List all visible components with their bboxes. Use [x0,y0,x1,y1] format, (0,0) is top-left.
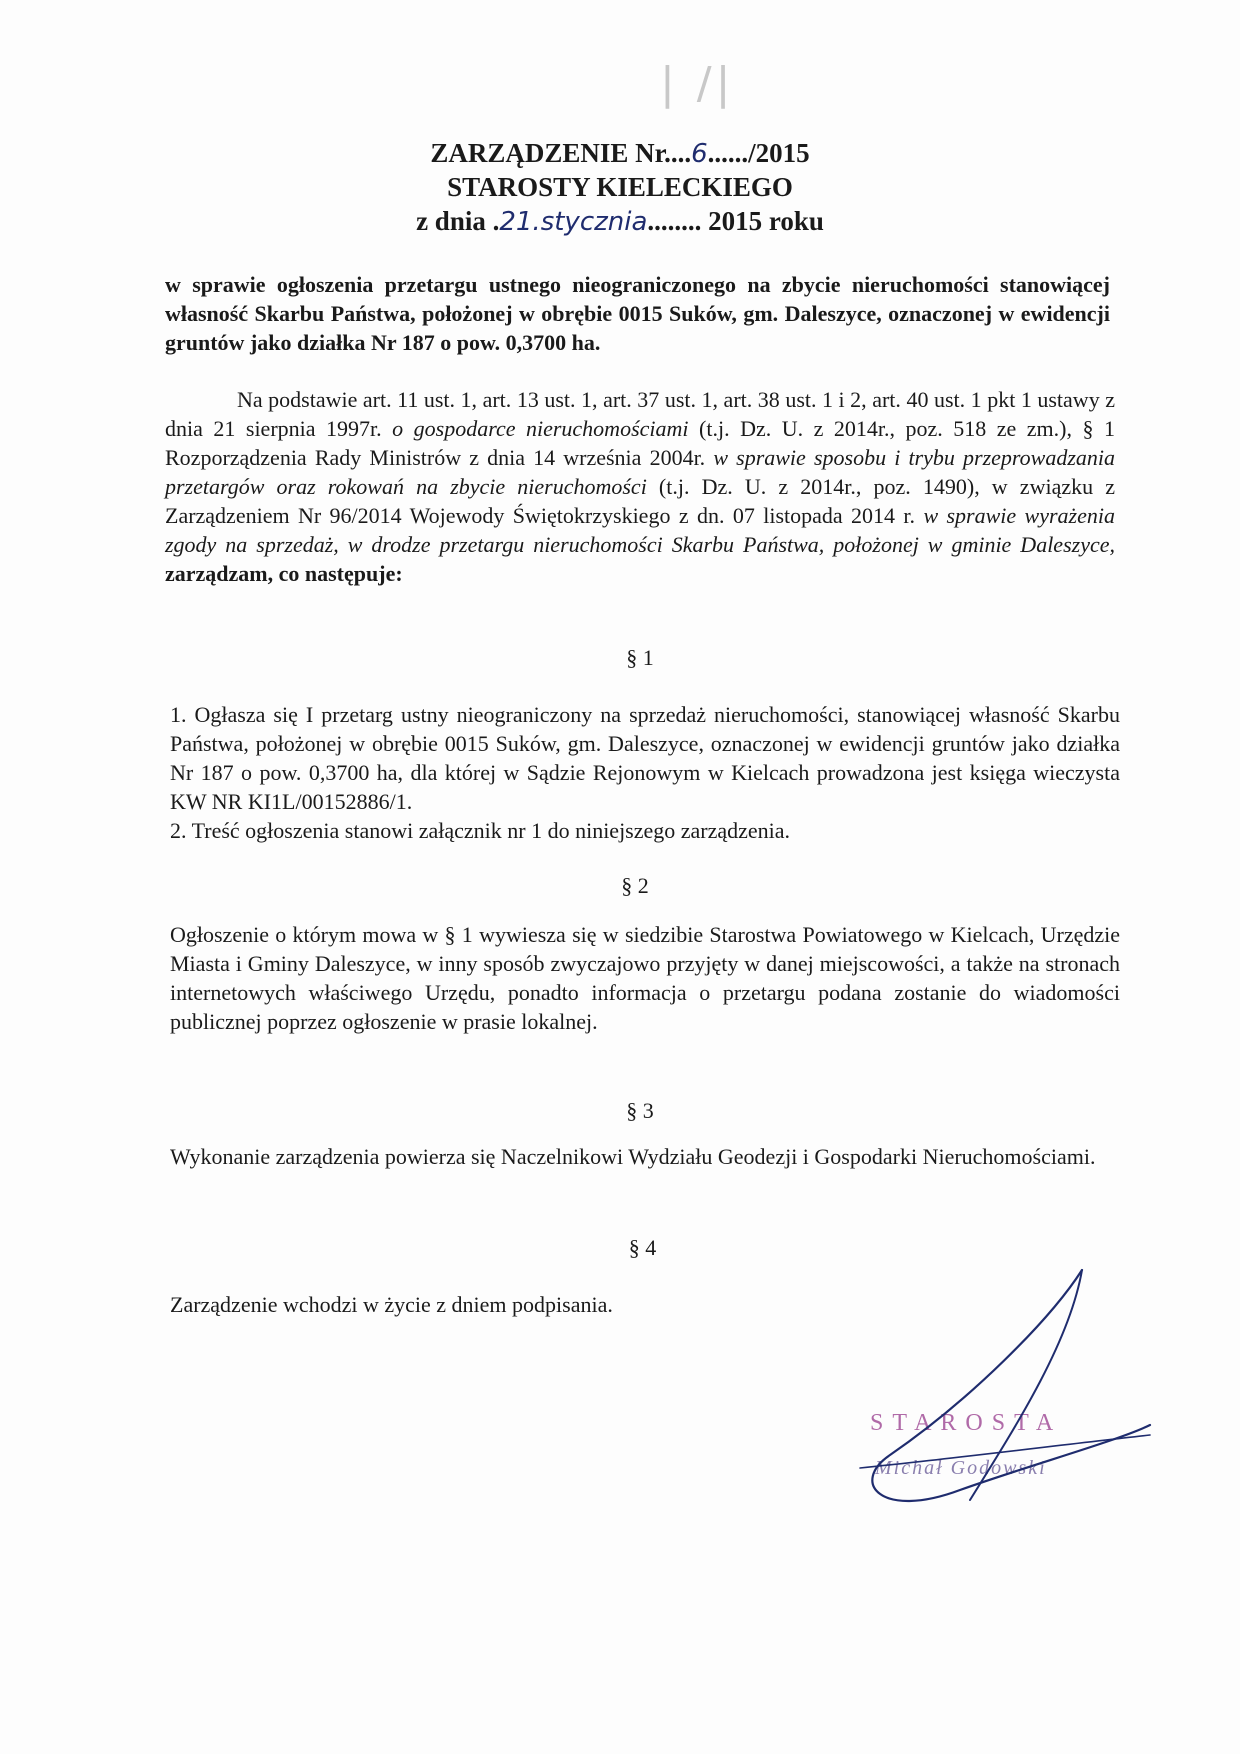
handwritten-signature [820,1250,1220,1510]
section-4-heading: § 4 [628,1235,657,1260]
issuer-line: STAROSTY KIELECKIEGO [447,172,793,202]
stamp-title: STAROSTA [870,1410,1063,1436]
ordinance-number-line: ZARZĄDZENIE Nr....6....../2015 [430,138,810,169]
handwritten-date: 21.stycznia [499,207,648,237]
section-2-text: Ogłoszenie o którym mowa w § 1 wywiesza się w siedzibie Starostwa Powiatowego w Kielcach, Urzędzie Miasta i Gminy Daleszyce, w inny sposób zwyczajowo przyjęty w danej miejscowości, a także na stronach internetowych właściwego Urzędu, ponadto informacja o przetargu podana zostanie do wiadomości publicznej poprzez ogłoszenie w prasie lokalnej. [170,922,1120,1034]
date-line: z dnia .21.stycznia........ 2015 roku [416,206,824,237]
section-1-point-1: 1. Ogłasza się I przetarg ustny nieograniczony na sprzedaż nieruchomości, stanowiącej własność Skarbu Państwa, położonej w obrębie 0015 Suków, gm. Daleszyce, oznaczonej w ewidencji gruntów jako działka Nr 187 o pow. 0,3700 ha, dla której w Sądzie Rejonowym w Kielcach prowadzona jest księga wieczysta KW NR KI1L/00152886/1. [170,702,1120,814]
section-4-text: Zarządzenie wchodzi w życie z dniem podpisania. [170,1292,613,1317]
section-1-point-2: 2. Treść ogłoszenia stanowi załącznik nr 1 do niniejszego zarządzenia. [170,818,791,843]
ordinance-year: /2015 [748,138,810,168]
section-3-text: Wykonanie zarządzenia powierza się Naczelnikowi Wydziału Geodezji i Gospodarki Nieruchomościami. [170,1144,1096,1169]
subject-paragraph: w sprawie ogłoszenia przetargu ustnego nieograniczonego na zbycie nieruchomości stanowiącej własność Skarbu Państwa, położonej w obrębie 0015 Suków, gm. Daleszyce, oznaczonej w ewidencji gruntów jako działka Nr 187 o pow. 0,3700 ha. [165,272,1110,355]
section-1-heading: § 1 [626,645,654,670]
legal-basis-paragraph: Na podstawie art. 11 ust. 1, art. 13 ust. 1, art. 37 ust. 1, art. 38 ust. 1 i 2, art. 40 ust. 1 pkt 1 ustawy z dnia 21 sierpnia 1997r. o gospodarce nieruchomościami (t.j. Dz. U. z 2014r., poz. 518 ze zm.), § 1 Rozporządzenia Rady Ministrów z dnia 14 września 2004r. w sprawie sposobu i trybu przeprowadzania przetargów oraz rokowań na zbycie nieruchomości (t.j. Dz. U. z 2014r., poz. 1490), w związku z Zarządzeniem Nr 96/2014 Wojewody Świętokrzyskiego z dn. 07 listopada 2014 r. w sprawie wyrażenia zgody na sprzedaż, w drodze przetargu nieruchomości Skarbu Państwa, położonej w gminie Daleszyce, zarządzam, co następuje: [165,387,1115,586]
stamp-name: Michał Godowski [875,1457,1047,1479]
section-1-text [170,700,1120,845]
official-stamp [820,1250,1220,1510]
section-2-heading: § 2 [621,873,649,898]
section-3-heading: § 3 [626,1098,654,1123]
ordinance-title: ZARZĄDZENIE Nr [430,138,665,168]
scan-mark: | /| [660,58,735,109]
handwritten-number: 6 [691,139,708,169]
